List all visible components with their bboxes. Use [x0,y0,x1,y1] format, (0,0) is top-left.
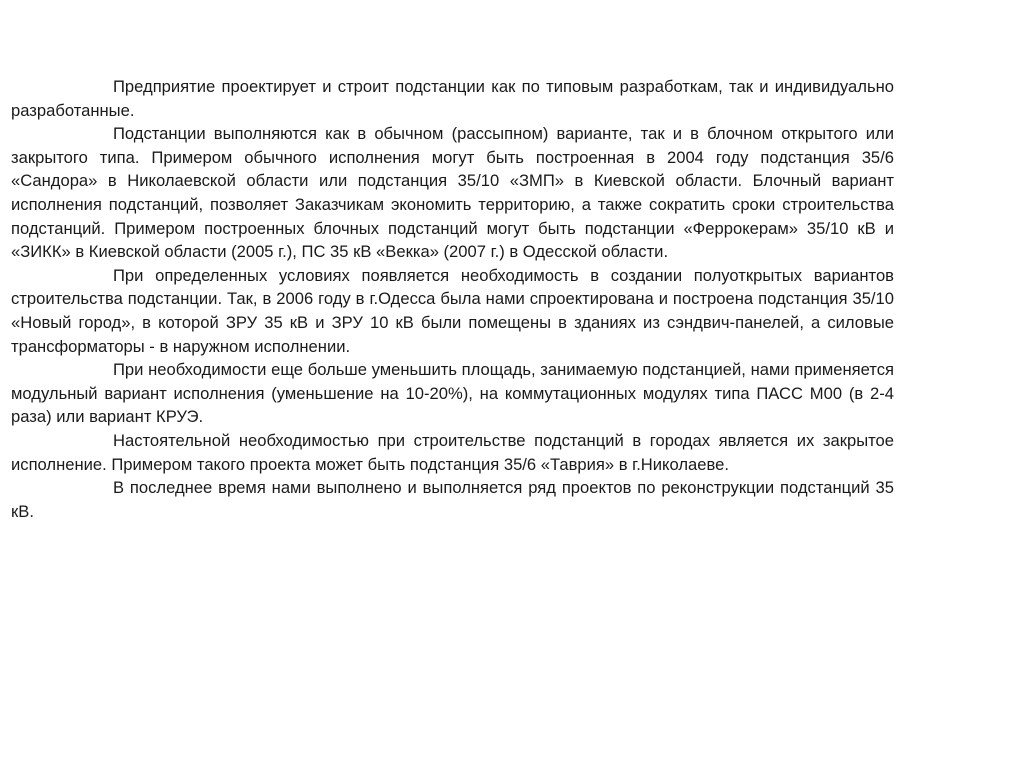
paragraph-closed-urban: Настоятельной необходимостью при строительстве подстанций в городах является их закрытое исполнение. Примером такого проекта может быть подстанция 35/6 «Таврия» в г.Николаеве. [11,430,894,474]
document-body [11,75,894,523]
paragraph-intro: Предприятие проектирует и строит подстанции как по типовым разработкам, так и индивидуально разработанные. [11,77,894,120]
paragraph-reconstruction: В последнее время нами выполнено и выполняется ряд проектов по реконструкции подстанций 35 кВ. [11,478,894,521]
paragraph-modular: При необходимости еще больше уменьшить площадь, занимаемую подстанцией, нами применяется модульный вариант исполнения (уменьшение на 10-20%), на коммутационных модулях типа ПАСС М00 (в 2-4 раза) или вариант КРУЭ. [11,360,894,427]
paragraph-execution-variants: Подстанции выполняются как в обычном (рассыпном) варианте, так и в блочном открытого или закрытого типа. Примером обычного исполнения могут быть построенная в 2004 году подстанция 35/6 «Сандора» в Николаевской области или подстанция 35/10 «ЗМП» в Киевской области. Блочный вариант исполнения подстанций, позволяет Заказчикам экономить территорию, а также сократить сроки строительства подстанций. Примером построенных блочных подстанций могут быть подстанции «Феррокерам» 35/10 кВ и «ЗИКК» в Киевской области (2005 г.), ПС 35 кВ «Векка» (2007 г.) в Одесской области. [11,124,894,262]
paragraph-semi-open: При определенных условиях появляется необходимость в создании полуоткрытых вариантов строительства подстанции. Так, в 2006 году в г.Одесса была нами спроектирована и построена подстанция 35/10 «Новый город», в которой ЗРУ 35 кВ и ЗРУ 10 кВ были помещены в зданиях из сэндвич-панелей, а силовые трансформаторы - в наружном исполнении. [11,265,894,356]
